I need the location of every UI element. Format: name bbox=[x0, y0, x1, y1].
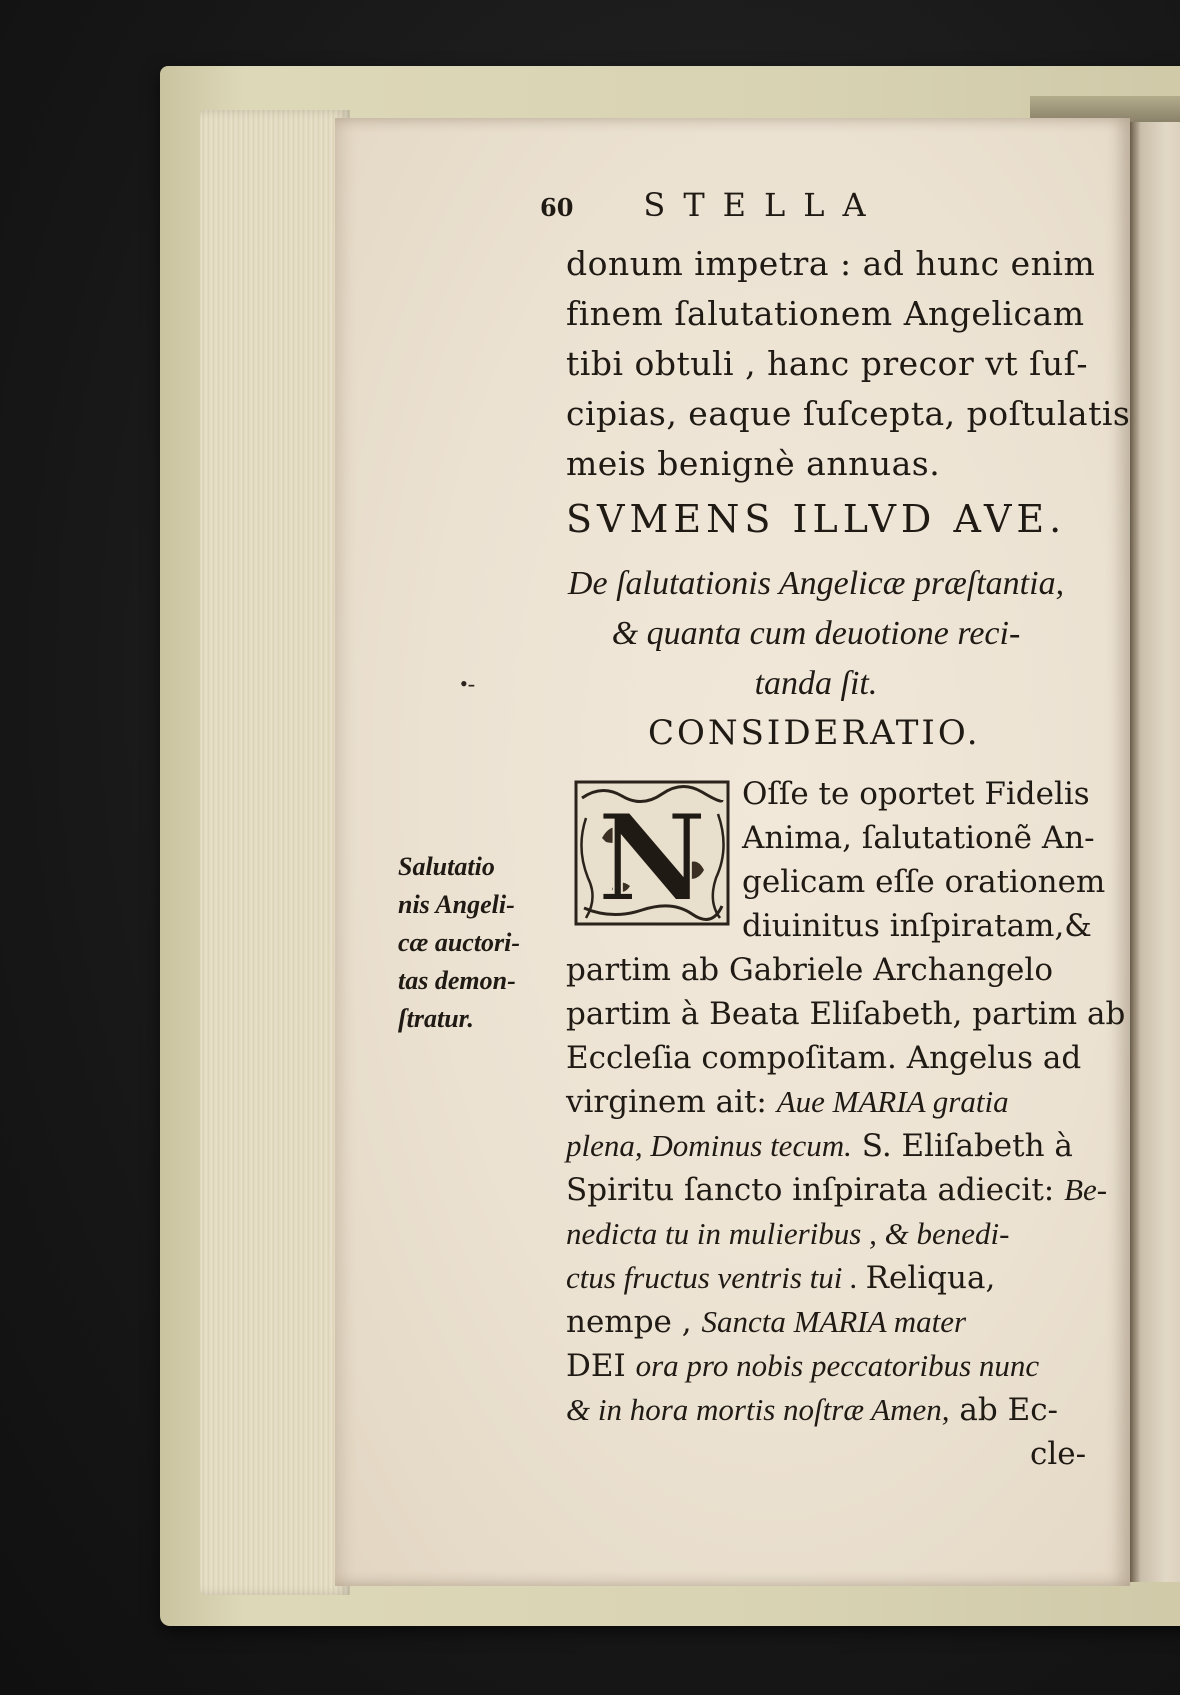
text-line bbox=[566, 1260, 995, 1296]
roman-run: ab Ec- bbox=[949, 1392, 1059, 1428]
text-line bbox=[566, 1172, 1107, 1208]
text-line: donum impetra : ad hunc enim bbox=[566, 244, 1096, 283]
marginal-note-line: tas demon- bbox=[398, 966, 516, 995]
roman-run: partim à Beata Eliſabeth, partim ab bbox=[566, 996, 1126, 1032]
text-line: tibi obtuli , hanc precor vt ſuſ- bbox=[566, 344, 1088, 383]
roman-run: partim ab Gabriele Archangelo bbox=[566, 952, 1053, 988]
text-line bbox=[566, 1084, 1009, 1120]
italic-run: plena, Dominus tecum. bbox=[566, 1128, 852, 1163]
section-heading: SVMENS ILLVD AVE. bbox=[566, 497, 1067, 541]
running-head bbox=[540, 186, 884, 224]
text-line: Oſſe te oportet Fidelis bbox=[742, 776, 1090, 812]
page-edges bbox=[200, 110, 350, 1595]
marginal-mark: •- bbox=[460, 671, 476, 696]
consideratio-heading: CONSIDERATIO. bbox=[648, 713, 981, 753]
text-line bbox=[566, 1128, 1073, 1164]
roman-run: Eccleſia compoſitam. Angelus ad bbox=[566, 1040, 1082, 1076]
roman-run: Spiritu ſancto inſpirata adiecit: bbox=[566, 1172, 1065, 1208]
roman-run: S. Eliſabeth à bbox=[851, 1128, 1073, 1164]
italic-run: nedicta tu in mulieribus , & benedi- bbox=[566, 1216, 1010, 1251]
italic-run: Sancta MARIA mater bbox=[701, 1304, 967, 1339]
italic-run: Be- bbox=[1064, 1172, 1108, 1207]
catchword: cle- bbox=[1030, 1436, 1087, 1472]
drop-cap-letter: N bbox=[597, 788, 707, 928]
running-title: STELLA bbox=[643, 186, 884, 224]
italic-run: & in hora mortis noſtræ Amen, bbox=[566, 1392, 950, 1427]
text-line bbox=[566, 1216, 1009, 1252]
subheading-line: tanda ſit. bbox=[754, 665, 878, 702]
facing-page-edge bbox=[1130, 122, 1180, 1582]
subheading-line: De ſalutationis Angelicæ præſtantia, bbox=[567, 565, 1065, 602]
text-line: Anima, ſalutationẽ An- bbox=[742, 820, 1095, 856]
roman-run: Reliqua, bbox=[865, 1260, 996, 1296]
text-line: meis benignè annuas. bbox=[566, 444, 941, 483]
text-line: diuinitus inſpiratam,& bbox=[742, 908, 1092, 944]
text-line bbox=[566, 1392, 1058, 1428]
subheading-line: & quanta cum deuotione reci- bbox=[611, 615, 1021, 652]
italic-run: ctus fructus ventris tui . bbox=[566, 1260, 866, 1295]
marginal-note-line: ſtratur. bbox=[398, 1004, 474, 1033]
marginal-note-line: nis Angeli- bbox=[398, 890, 515, 919]
text-line: gelicam eſſe orationem bbox=[742, 864, 1106, 900]
marginal-note-line: cæ auctori- bbox=[398, 928, 521, 957]
text-line bbox=[566, 1040, 1081, 1076]
text-line: cipias, eaque ſuſcepta, poſtulatis bbox=[566, 394, 1131, 433]
italic-run: ora pro nobis peccatoribus nunc bbox=[635, 1348, 1040, 1383]
text-line: finem ſalutationem Angelicam bbox=[566, 294, 1085, 333]
page-number: 60 bbox=[540, 193, 574, 222]
roman-run: virginem ait: bbox=[566, 1084, 777, 1120]
marginal-note-line: Salutatio bbox=[398, 852, 495, 881]
text-line bbox=[566, 952, 1053, 988]
text-line bbox=[566, 1348, 1039, 1384]
text-line bbox=[566, 1304, 966, 1340]
text-line bbox=[566, 996, 1125, 1032]
roman-run: DEI bbox=[566, 1348, 636, 1384]
decorated-initial-icon bbox=[572, 778, 732, 928]
roman-run: nempe , bbox=[566, 1304, 702, 1340]
italic-run: Aue MARIA gratia bbox=[776, 1084, 1009, 1119]
